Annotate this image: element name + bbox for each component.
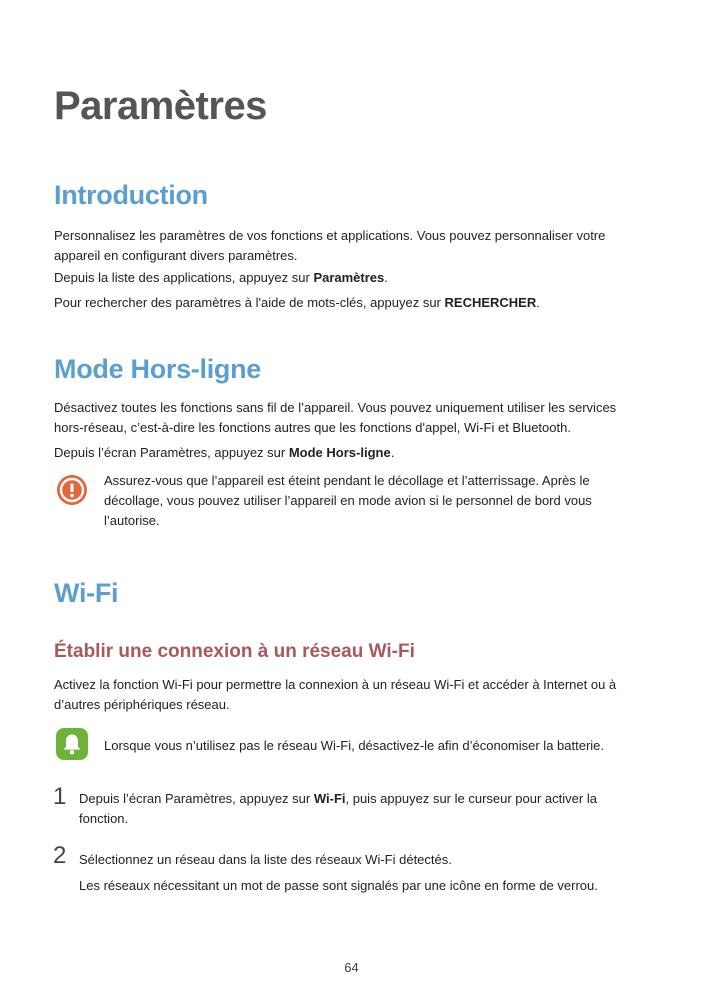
offline-mode-keyword: Mode Hors-ligne: [288, 445, 391, 460]
offline-instruction: Depuis l’écran Paramètres, appuyez sur Mode Hors-ligne.: [54, 445, 395, 460]
section-heading-offline-mode: Mode Hors-ligne: [54, 354, 262, 384]
section-heading-wifi: Wi-Fi: [54, 578, 119, 608]
section-heading-introduction: Introduction: [54, 180, 208, 210]
page-title: Paramètres: [54, 84, 267, 128]
step-2-subtext: Les réseaux nécessitant un mot de passe sont signalés par une icône en forme de verrou.: [79, 878, 598, 893]
intro-instruction-settings: Depuis la liste des applications, appuyez sur Paramètres.: [54, 270, 388, 285]
step-2-text: Sélectionnez un réseau dans la liste des réseaux Wi-Fi détectés.: [79, 852, 452, 867]
tip-bell-icon: [56, 728, 88, 765]
wifi-paragraph: Activez la fonction Wi-Fi pour permettre la connexion à un réseau Wi-Fi et accéder à Internet ou à d’autres périphériques réseau.: [54, 677, 617, 712]
step-number-1: 1: [53, 783, 67, 810]
subsection-heading-wifi-connect: Établir une connexion à un réseau Wi-Fi: [54, 641, 415, 662]
warning-icon: [56, 474, 88, 511]
step-number-2: 2: [53, 842, 67, 869]
intro-paragraph: Personnalisez les paramètres de vos fonctions et applications. Vous pouvez personnaliser votre appareil en configurant divers paramètres.: [54, 228, 606, 263]
page-number: 64: [344, 960, 359, 975]
warning-note: Assurez-vous que l’appareil est éteint pendant le décollage et l’atterrissage. Après le décollage, vous pouvez utiliser l’appareil en mode avion si le personnel de bord vous l’autorise.: [104, 473, 592, 528]
settings-keyword: Paramètres: [313, 270, 385, 285]
offline-paragraph: Désactivez toutes les fonctions sans fil de l’appareil. Vous pouvez uniquement utiliser les services hors-réseau, c’est-à-dire les fonctions autres que les fonctions d'appel, Wi-Fi et Bluetooth.: [54, 400, 617, 435]
search-keyword: RECHERCHER: [444, 295, 537, 310]
tip-note: Lorsque vous n’utilisez pas le réseau Wi-Fi, désactivez-le afin d’économiser la batterie.: [104, 738, 605, 753]
intro-instruction-search: Pour rechercher des paramètres à l'aide de mots-clés, appuyez sur RECHERCHER.: [54, 295, 540, 310]
wifi-keyword: Wi-Fi: [313, 791, 346, 806]
step-1-text: Depuis l’écran Paramètres, appuyez sur Wi-Fi, puis appuyez sur le curseur pour activer la fonction.: [79, 791, 597, 826]
